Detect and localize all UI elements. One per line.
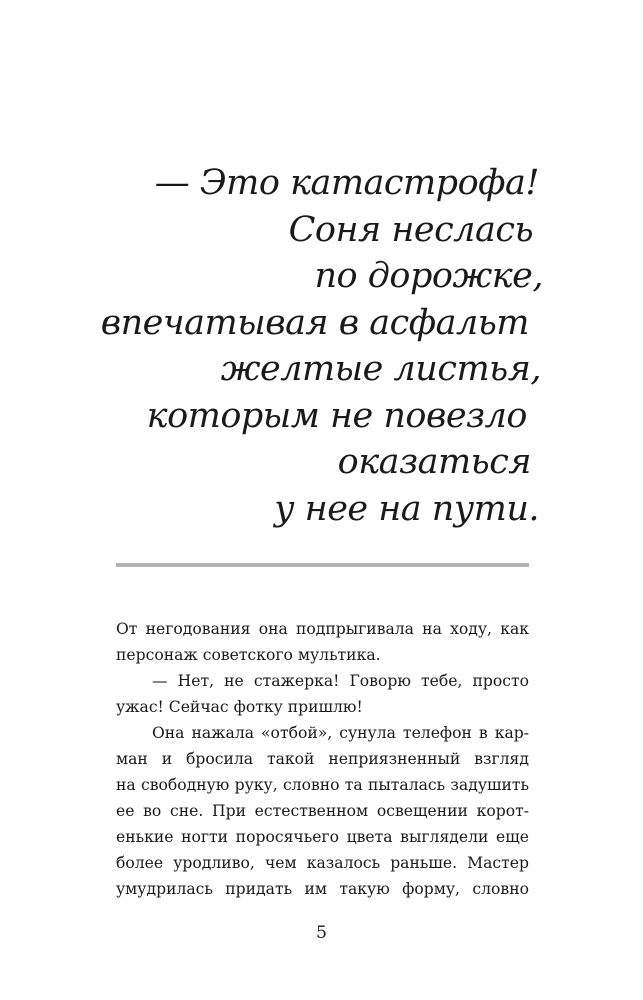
paragraph-line: ужас! Сейчас фотку пришлю! — [116, 698, 363, 716]
epigraph-line: по дорожке, — [314, 256, 543, 296]
epigraph-line: Соня неслась — [288, 209, 533, 250]
paragraph-line: — Нет, не стажерка! Говорю тебе, просто — [152, 672, 529, 690]
epigraph-line: желтые листья, — [220, 349, 541, 389]
paragraph-line: ман и бросила такой неприязненный взгляд — [116, 750, 529, 768]
paragraph-line: От негодования она подпрыгивала на ходу, как — [116, 620, 529, 638]
paragraph-line: на свободную руку, словно та пыталась задушить — [116, 776, 529, 794]
page-number: 5 — [316, 923, 327, 943]
epigraph-line: впечатывая в асфальт — [100, 302, 529, 343]
section-divider — [116, 563, 529, 567]
paragraph-line: ее во сне. При естественном освещении корот- — [116, 802, 529, 820]
epigraph-line: — Это катастрофа! — [154, 163, 539, 203]
paragraph-line: умудрилась придать им такую форму, словно — [116, 880, 529, 898]
epigraph-line: оказаться — [337, 442, 531, 482]
epigraph — [73, 160, 543, 532]
epigraph-line: которым не повезло — [146, 395, 527, 436]
body-text — [116, 616, 529, 902]
paragraph-line: енькие ногти поросячьего цвета выглядели еще — [116, 828, 529, 846]
epigraph-line: у нее на пути. — [274, 488, 539, 529]
paragraph-line: Она нажала «отбой», сунула телефон в кар- — [152, 724, 529, 742]
paragraph-line: персонаж советского мультика. — [116, 646, 381, 664]
paragraph-line: более уродливо, чем казалось раньше. Мастер — [116, 854, 529, 872]
